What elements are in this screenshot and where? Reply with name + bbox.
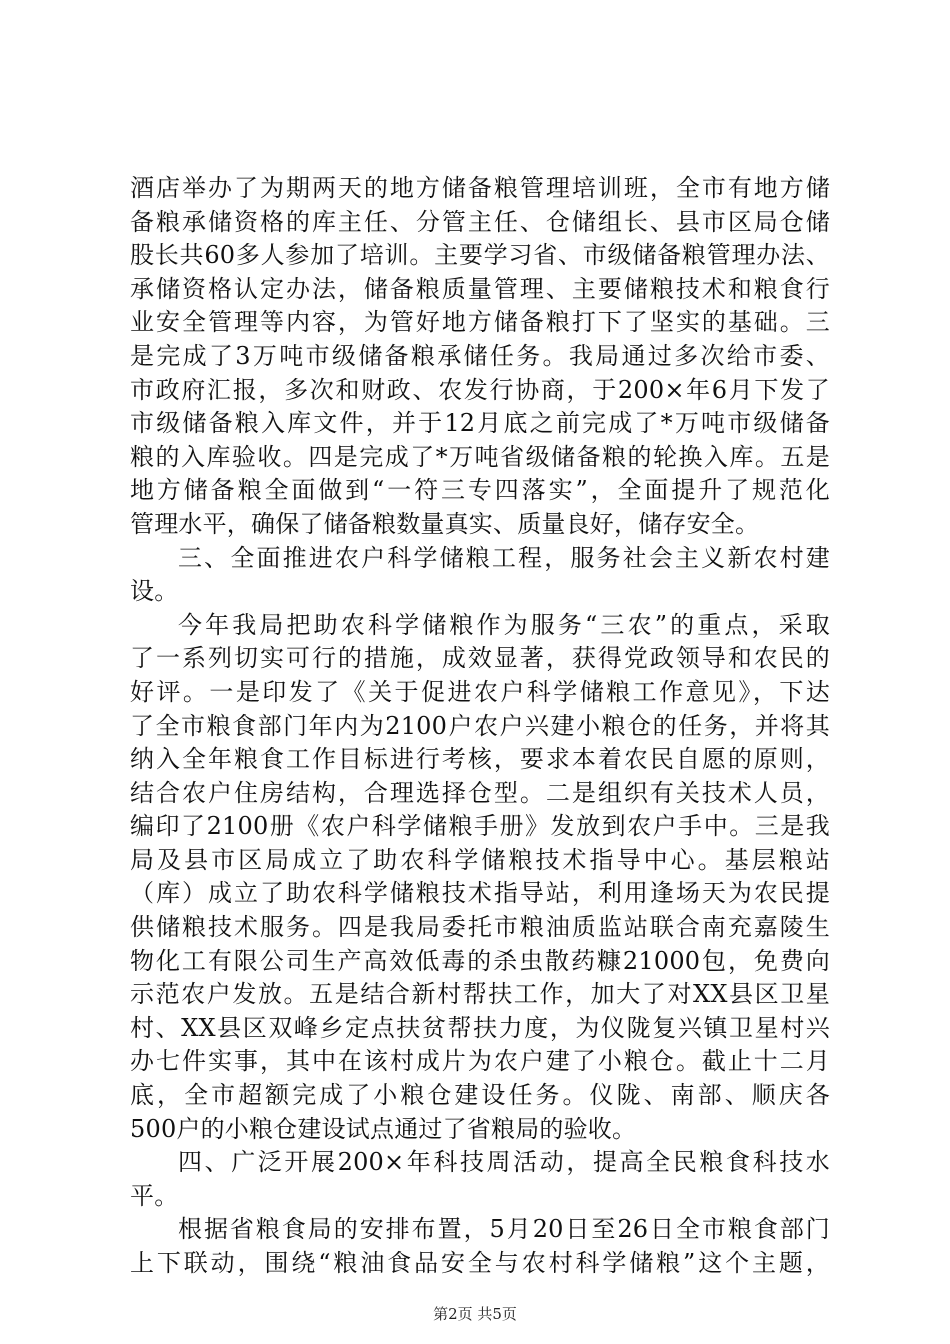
text-line: 业安全管理等内容，为管好地方储备粮打下了坚实的基础。三 <box>130 308 830 337</box>
text-line: 示范农户发放。五是结合新村帮扶工作，加大了对XX县区卫星 <box>130 980 830 1009</box>
text-line: 市级储备粮入库文件，并于12月底之前完成了*万吨市级储备 <box>130 409 830 438</box>
text-line: 上下联动，围绕“粮油食品安全与农村科学储粮”这个主题， <box>130 1249 830 1277</box>
text-line: 结合农户住房结构，合理选择仓型。二是组织有关技术人员， <box>130 778 830 807</box>
text-line: 设。 <box>130 577 179 606</box>
body-text <box>130 172 830 1281</box>
text-line: 根据省粮食局的安排布置，5月20日至26日全市粮食部门 <box>178 1215 830 1244</box>
text-line: 三、全面推进农户科学储粮工程，服务社会主义新农村建 <box>178 543 830 572</box>
text-line: 今年我局把助农科学储粮作为服务“三农”的重点，采取 <box>178 610 830 639</box>
text-line: 备粮承储资格的库主任、分管主任、仓储组长、县市区局仓储 <box>130 207 830 236</box>
text-line: 管理水平，确保了储备粮数量真实、质量良好，储存安全。 <box>130 509 760 538</box>
text-line: 办七件实事，其中在该村成片为农户建了小粮仓。截止十二月 <box>130 1047 830 1076</box>
text-line: 500户的小粮仓建设试点通过了省粮局的验收。 <box>130 1114 637 1143</box>
text-line: 底，全市超额完成了小粮仓建设任务。仪陇、南部、顺庆各 <box>130 1081 830 1110</box>
text-line: 纳入全年粮食工作目标进行考核，要求本着农民自愿的原则， <box>130 745 830 774</box>
text-line: 局及县市区局成立了助农科学储粮技术指导中心。基层粮站 <box>130 845 830 874</box>
text-line: 粮的入库验收。四是完成了*万吨省级储备粮的轮换入库。五是 <box>130 442 830 471</box>
text-line: 承储资格认定办法，储备粮质量管理、主要储粮技术和粮食行 <box>130 274 830 303</box>
text-line: 供储粮技术服务。四是我局委托市粮油质监站联合南充嘉陵生 <box>130 913 830 942</box>
page-footer: 第2页 共5页 <box>433 1305 517 1323</box>
text-line: 平。 <box>130 1181 179 1210</box>
text-line: 物化工有限公司生产高效低毒的杀虫散药糠21000包，免费向 <box>130 946 830 975</box>
text-line: 了一系列切实可行的措施，成效显著，获得党政领导和农民的 <box>130 644 830 673</box>
text-line: 了全市粮食部门年内为2100户农户兴建小粮仓的任务，并将其 <box>130 711 830 740</box>
text-line: 是完成了3万吨市级储备粮承储任务。我局通过多次给市委、 <box>130 341 830 370</box>
text-line: 市政府汇报，多次和财政、农发行协商，于200×年6月下发了 <box>130 375 830 404</box>
text-line: 酒店举办了为期两天的地方储备粮管理培训班，全市有地方储 <box>130 174 830 202</box>
text-line: 股长共60多人参加了培训。主要学习省、市级储备粮管理办法、 <box>130 241 830 270</box>
text-line: 地方储备粮全面做到“一符三专四落实”，全面提升了规范化 <box>130 476 830 505</box>
text-line: 四、广泛开展200×年科技周活动，提高全民粮食科技水 <box>178 1148 830 1177</box>
text-line: 村、XX县区双峰乡定点扶贫帮扶力度，为仪陇复兴镇卫星村兴 <box>130 1013 830 1042</box>
text-line: 编印了2100册《农户科学储粮手册》发放到农户手中。三是我 <box>130 812 830 841</box>
text-line: （库）成立了助农科学储粮技术指导站，利用逢场天为农民提 <box>130 879 830 908</box>
text-line: 好评。一是印发了《关于促进农户科学储粮工作意见》，下达 <box>130 677 830 706</box>
